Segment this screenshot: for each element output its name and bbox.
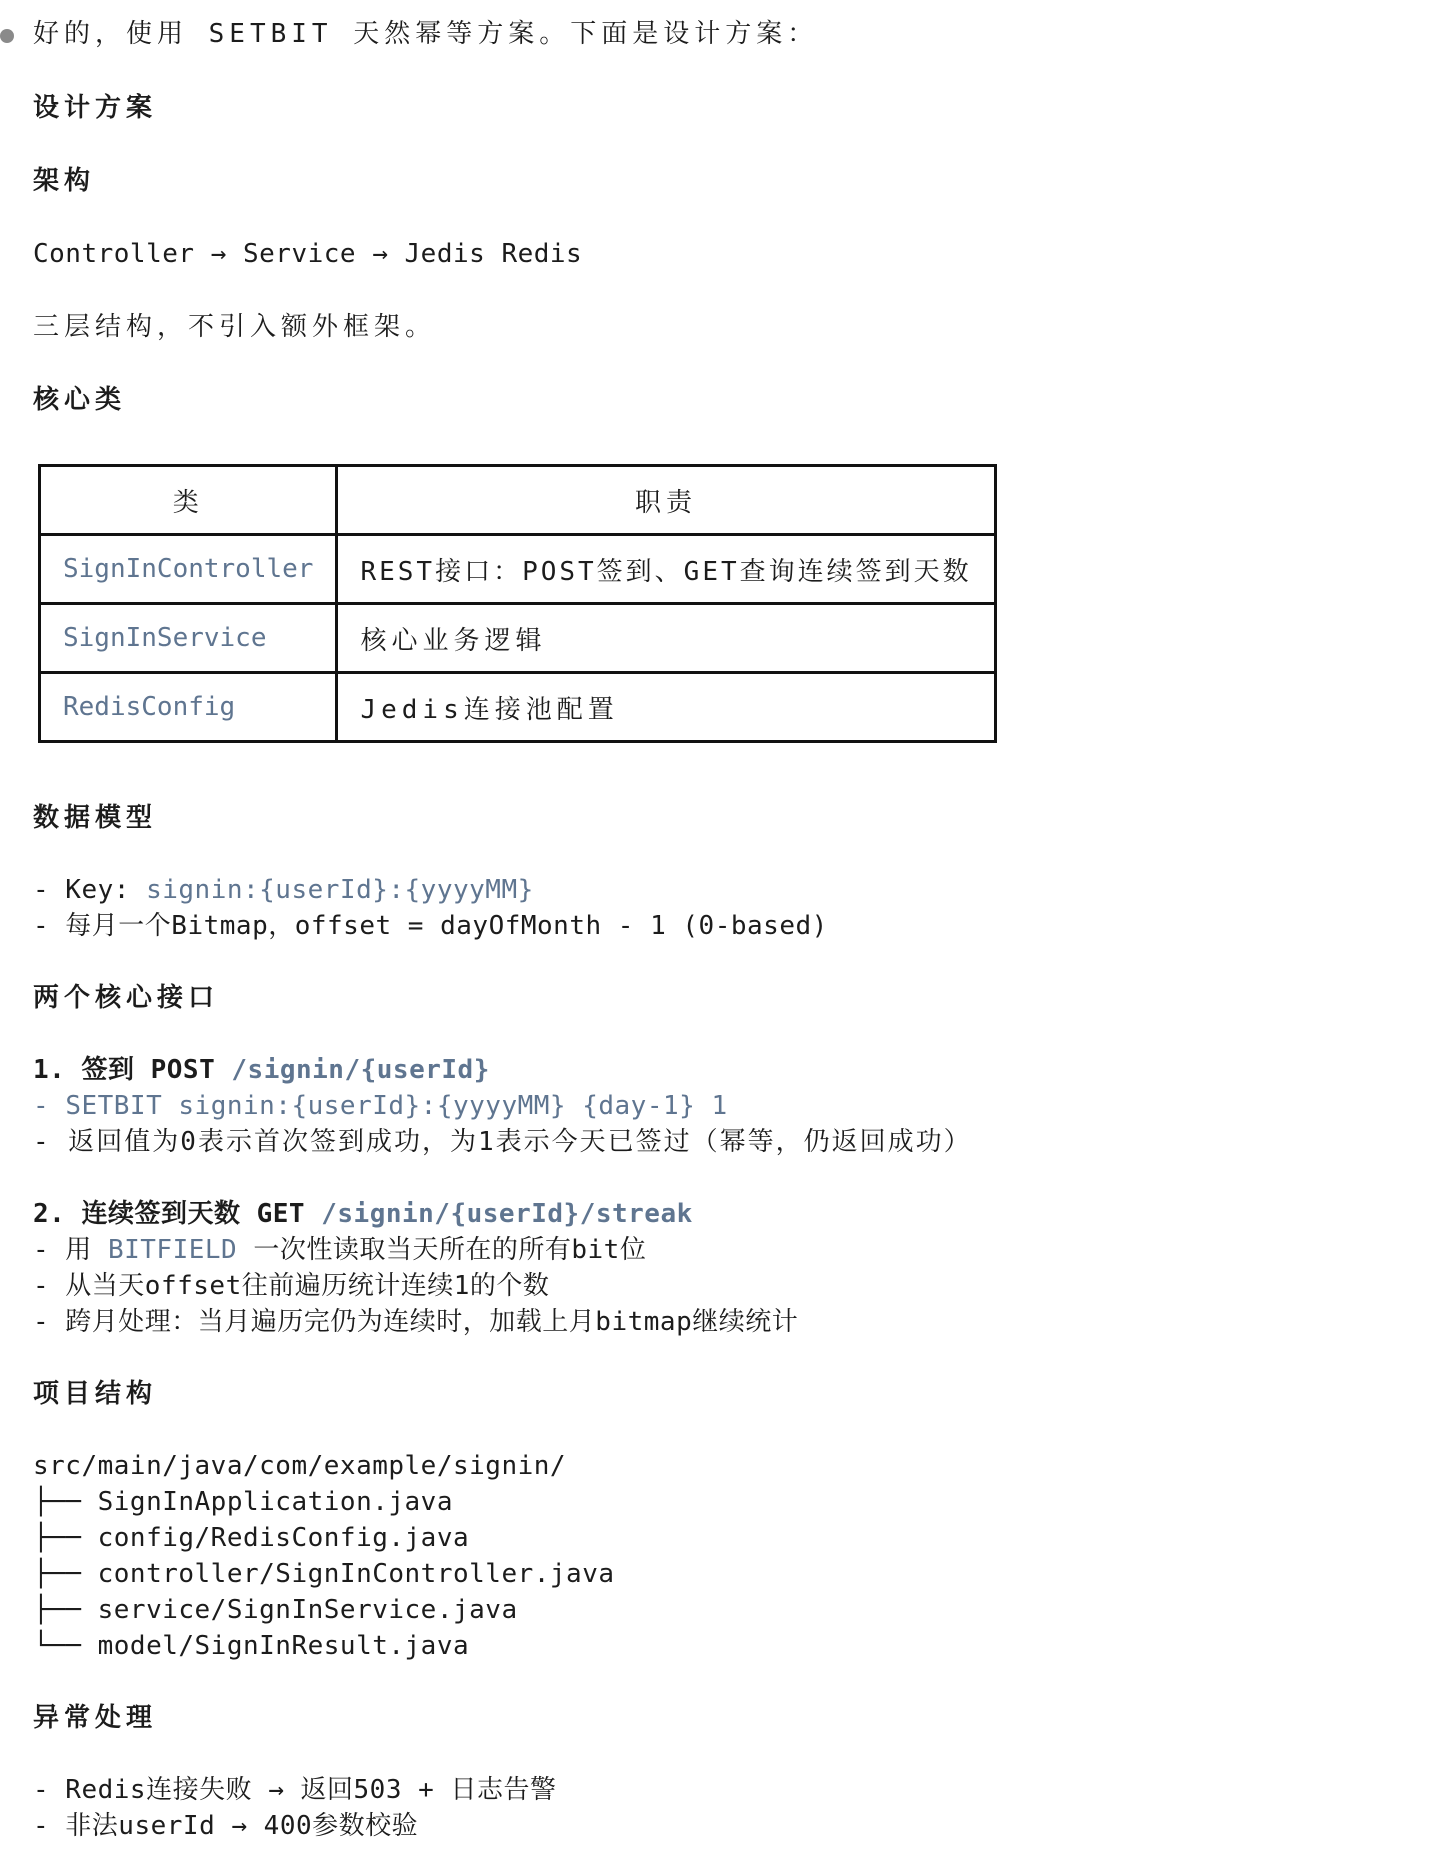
api-streak-line2: - 从当天offset往前遍历统计连续1的个数: [33, 1271, 550, 1301]
table-header-class: 类: [40, 466, 337, 535]
api-signin-note: - 返回值为0表示首次签到成功，为1表示今天已签过（幂等，仍返回成功）: [33, 1127, 972, 1157]
api-streak-heading: [33, 1196, 693, 1232]
architecture-note: 三层结构，不引入额外框架。: [33, 312, 437, 342]
core-classes-table: [38, 464, 997, 743]
bitfield-code: BITFIELD: [107, 1235, 238, 1265]
table-row: [40, 673, 996, 742]
api-streak-line3: - 跨月处理：当月遍历完仍为连续时，加载上月bitmap继续统计: [33, 1307, 799, 1337]
table-row: [40, 604, 996, 673]
tree-line: └── model/SignInResult.java: [33, 1631, 470, 1661]
tree-line: ├── SignInApplication.java: [33, 1487, 453, 1517]
tree-line: ├── controller/SignInController.java: [33, 1559, 615, 1589]
architecture-heading: 架构: [33, 166, 96, 196]
command-dash: -: [33, 1091, 66, 1121]
tree-line: src/main/java/com/example/signin/: [33, 1451, 567, 1481]
table-cell-class: SignInController: [40, 535, 337, 604]
api-signin-command-line: [33, 1088, 728, 1124]
error-line: - Redis连接失败 → 返回503 + 日志告警: [33, 1775, 557, 1805]
api-streak-label: 2. 连续签到天数 GET: [33, 1199, 322, 1229]
error-line: - 非法userId → 400参数校验: [33, 1811, 419, 1841]
key-pattern-code: signin:{userId}:{yyyyMM}: [146, 875, 534, 905]
errors-heading: 异常处理: [33, 1703, 158, 1733]
table-header-duty: 职责: [337, 466, 995, 535]
data-model-heading: 数据模型: [33, 803, 158, 833]
line1-prefix: - 用: [33, 1235, 108, 1265]
api-streak-path: /signin/{userId}/streak: [321, 1199, 693, 1229]
data-model-key-line: [33, 872, 534, 908]
message-bullet-icon: [0, 29, 14, 43]
line1-suffix: 一次性读取当天所在的所有bit位: [237, 1235, 647, 1265]
table-header-row: [40, 466, 996, 535]
setbit-command-code: SETBIT signin:{userId}:{yyyyMM} {day-1} 1: [65, 1091, 728, 1121]
data-model-bitmap-line: - 每月一个Bitmap，offset = dayOfMonth - 1 (0-based): [33, 911, 828, 941]
table-cell-duty: Jedis连接池配置: [337, 673, 995, 742]
intro-text: 好的，使用 SETBIT 天然幂等方案。下面是设计方案：: [33, 19, 819, 49]
architecture-flow: Controller → Service → Jedis Redis: [33, 239, 583, 269]
api-streak-line1: [33, 1232, 646, 1268]
interfaces-heading: 两个核心接口: [33, 983, 220, 1013]
tree-line: ├── config/RedisConfig.java: [33, 1523, 470, 1553]
api-signin-label: 1. 签到 POST: [33, 1055, 232, 1085]
table-cell-class: RedisConfig: [40, 673, 337, 742]
table-cell-class: SignInService: [40, 604, 337, 673]
key-label: - Key:: [33, 875, 147, 905]
api-signin-heading: [33, 1052, 490, 1088]
table-cell-duty: 核心业务逻辑: [337, 604, 995, 673]
table-row: [40, 535, 996, 604]
core-classes-heading: 核心类: [33, 385, 127, 415]
api-signin-path: /signin/{userId}: [231, 1055, 490, 1085]
design-heading: 设计方案: [33, 93, 158, 123]
tree-line: ├── service/SignInService.java: [33, 1595, 518, 1625]
structure-heading: 项目结构: [33, 1379, 158, 1409]
table-cell-duty: REST接口：POST签到、GET查询连续签到天数: [337, 535, 995, 604]
